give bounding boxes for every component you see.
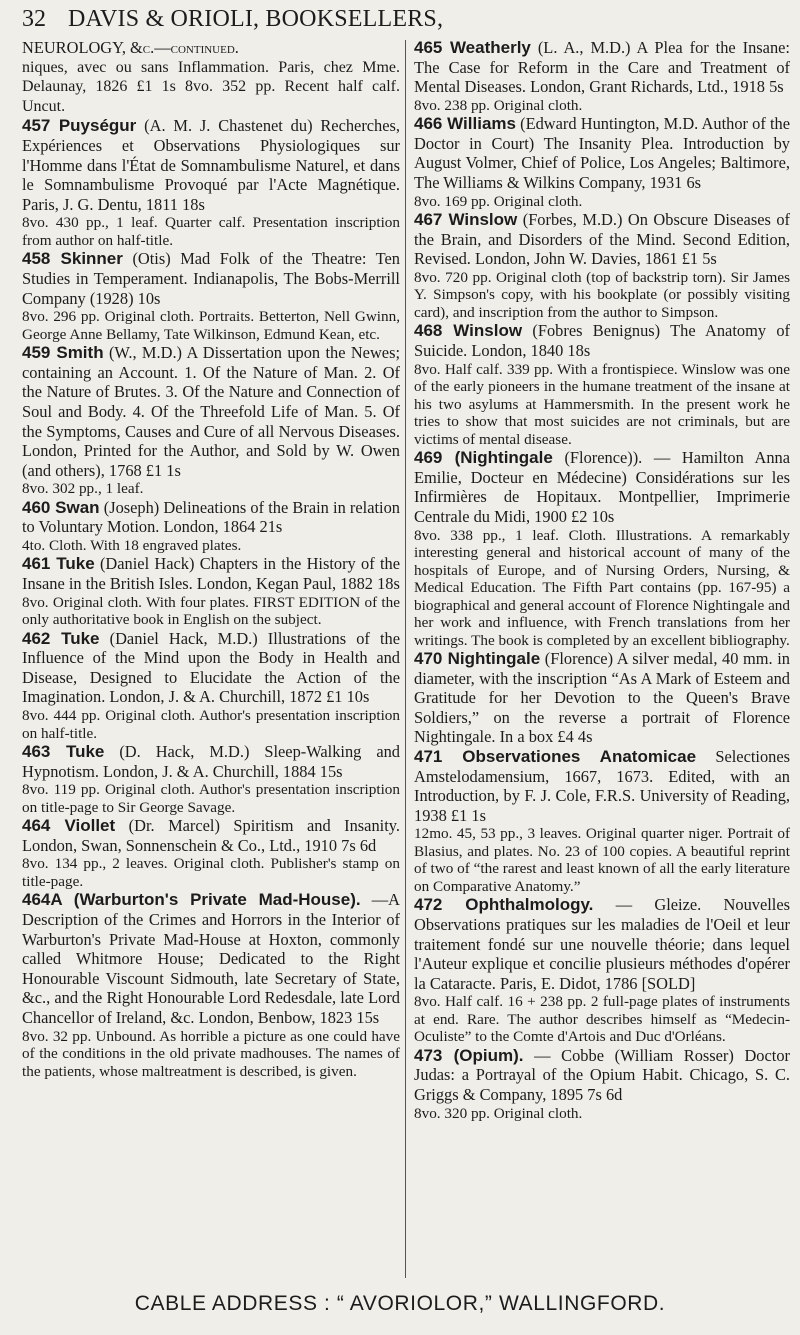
catalog-entry-472 — [414, 895, 790, 1045]
entry-lead: 462 Tuke — [22, 628, 100, 648]
entry-description: 8vo. 338 pp., 1 leaf. Cloth. Illustrations. A remarkably interesting general and historical account of many of the hospitals of Europe, and of Nursing Orders, Nursing, & Medical Education. The Fifth Part contains (pp. 167-95) a biographical and general account of Florence Nightingale and her work and influence, with French translations from her writings. The book is completed by an excellent bibliography. — [414, 526, 790, 649]
catalog-entry-458 — [22, 249, 400, 343]
entry-text: (A. M. J. Chastenet du) Recherches, Expériences et Observations Physiologiques sur l'Homme dans l'État de Somnambulisme Naturel, et dans le Somnambulisme Provoqué par l'Acte Magnétique. Paris, J. G. Dentu, 1811 18s — [22, 116, 400, 214]
entry-description: 8vo. 444 pp. Original cloth. Author's presentation inscription on half-title. — [22, 707, 400, 742]
entry-lead: 469 (Nightingale — [414, 448, 553, 468]
entry-lead: 472 Ophthalmology. — [414, 895, 594, 915]
entry-description: 8vo. 430 pp., 1 leaf. Quarter calf. Presentation inscription from author on half-title. — [22, 214, 400, 249]
entry-lead: 467 Winslow — [414, 210, 518, 230]
entry-description: 8vo. 134 pp., 2 leaves. Original cloth. Publisher's stamp on title-page. — [22, 855, 400, 890]
entry-description: 4to. Cloth. With 18 engraved plates. — [22, 536, 242, 554]
catalog-entry-461 — [22, 554, 400, 628]
section-heading: NEUROLOGY, &c.—continued. — [22, 38, 239, 57]
entry-lead: 458 Skinner — [22, 249, 123, 269]
entry-text: (D. Hack, M.D.) Sleep-Walking and Hypnotism. London, J. & A. Churchill, 1884 15s — [22, 742, 400, 781]
entry-description: 8vo. 169 pp. Original cloth. — [414, 192, 583, 210]
entry-text: (Otis) Mad Folk of the Theatre: Ten Studies in Temperament. Indianapolis, The Bobs-Merrill Company (1928) 10s — [22, 249, 400, 308]
right-column — [414, 38, 790, 1283]
continued-entry: niques, avec ou sans Inflammation. Paris, chez Mme. Delaunay, 1826 £1 1s 8vo. 352 pp. Recent half calf. Uncut. — [22, 58, 400, 115]
entry-text: (W., M.D.) A Dissertation upon the Newes; containing an Account. 1. Of the Nature of Man. 2. Of the Nature of Brutes. 3. Of the Nature and Connection of Soul and Body. 4. Of the Threefold Life of Man. 5. Of the Symptoms, Causes and Cure of all Nervous Diseases. London, Printed for the Author, and Sold by W. Owen (and others), 1768 £1 1s — [22, 343, 400, 480]
page-header — [22, 0, 792, 38]
entry-text: (L. A., M.D.) A Plea for the Insane: The Case for Reform in the Care and Treatment of Mental Diseases. London, Grant Richards, Ltd., 1918 5s — [414, 38, 790, 97]
entry-description: 8vo. 119 pp. Original cloth. Author's presentation inscription on title-page to Sir George Savage. — [22, 781, 400, 816]
entry-lead: 461 Tuke — [22, 554, 95, 574]
entry-text: (Fobres Benignus) The Anatomy of Suicide. London, 1840 18s — [414, 321, 790, 361]
entry-lead: 466 Williams — [414, 114, 516, 134]
entry-lead: 459 Smith — [22, 343, 104, 363]
entry-description: 12mo. 45, 53 pp., 3 leaves. Original quarter niger. Portrait of Blasius, and plates. No. 23 of 100 copies. A beautiful reprint of two of “the rarest and least known of all the early literature on Comparative Anatomy.” — [414, 825, 790, 895]
entry-description: 8vo. 720 pp. Original cloth (top of backstrip torn). Sir James Y. Simpson's copy, with his bookplate (or possibly visiting card), and inscription from the author to Simpson. — [414, 268, 790, 321]
entry-text: (Dr. Marcel) Spiritism and Insanity. London, Swan, Sonnenschein & Co., Ltd., 1910 7s 6d — [22, 816, 400, 855]
column-divider — [405, 40, 406, 1278]
entry-text: — Gleize. Nouvelles Observations pratiques sur les maladies de l'Oeil et leur traitement fondé sur une nouvelle théorie; dans lequel l'Auteur explique et concilie plusieurs méthodes d'opérer la Cataracte. Paris, E. Didot, 1786 [SOLD] — [414, 895, 790, 993]
catalog-entry-471 — [414, 747, 790, 895]
entry-description: 8vo. 238 pp. Original cloth. — [414, 96, 583, 114]
catalog-entry-463 — [22, 742, 400, 816]
catalog-entry-464 — [22, 816, 400, 890]
entry-text: (Daniel Hack) Chapters in the History of the Insane in the British Isles. London, Kegan Paul, 1882 18s — [22, 554, 400, 594]
catalog-entry-468 — [414, 321, 790, 448]
catalog-entry-466 — [414, 114, 790, 210]
catalog-entry-470 — [414, 649, 790, 747]
entry-lead: 465 Weatherly — [414, 38, 531, 57]
entry-description: 8vo. Half calf. 339 pp. With a frontispiece. Winslow was one of the early pioneers in the humane treatment of the insane at his two asylums at Hammersmith. In the present work he tries to show that most suicides are not criminals, but are victims of mental disease. — [414, 360, 790, 448]
entry-text: (Florence) A silver medal, 40 mm. in diameter, with the inscription “As A Mark of Esteem and Gratitude for her Devotion to the Queen's Brave Soldiers,” on the reverse a portrait of Florence Nightingale. In a box £4 4s — [414, 649, 790, 747]
entry-text: (Florence)). — Hamilton Anna Emilie, Docteur en Médecine) Considérations sur les Infirmières de Hopitaux. Montpellier, Imprimerie Centrale du Midi, 1900 £2 10s — [414, 448, 790, 526]
entry-description: 8vo. 302 pp., 1 leaf. — [22, 480, 144, 498]
entry-text: (Daniel Hack, M.D.) Illustrations of the Influence of the Mind upon the Body in Health and Disease, Designed to Elucidate the Action of the Imagination. London, J. & A. Churchill, 1872 £1 10s — [22, 628, 400, 707]
catalog-entry-459 — [22, 343, 400, 498]
entry-lead: 471 Observationes Anatomicae — [414, 746, 697, 766]
catalog-entry-464a — [22, 890, 400, 1080]
entry-description: 8vo. 32 pp. Unbound. As horrible a picture as one could have of the conditions in the old private madhouses. The names of the patients, whose maltreatment is described, is given. — [22, 1027, 400, 1080]
entry-text: (Forbes, M.D.) On Obscure Diseases of the Brain, and Disorders of the Mind. Second Edition, Revised. London, John W. Davies, 1861 £1 5s — [414, 210, 790, 269]
catalog-entry-457 — [22, 116, 400, 249]
entry-text: — Cobbe (William Rosser) Doctor Judas: a Portrayal of the Opium Habit. Chicago, S. C. Griggs & Company, 1895 7s 6d — [414, 1045, 790, 1104]
entry-lead: 460 Swan — [22, 497, 100, 517]
left-column — [22, 38, 400, 1283]
entry-description: 8vo. Half calf. 16 + 238 pp. 2 full-page plates of instruments at end. Rare. The author describes himself as “Medecin-Oculiste” to the Comte d'Artois and Duc d'Orléans. — [414, 993, 790, 1046]
entry-lead: 468 Winslow — [414, 321, 523, 341]
catalog-entry-469 — [414, 448, 790, 649]
page-number: 32 — [22, 6, 46, 32]
entry-lead: 470 Nightingale — [414, 649, 541, 668]
entry-lead: 457 Puységur — [22, 116, 137, 136]
entry-lead: 464A (Warburton's Private Mad-House). — [22, 890, 361, 910]
entry-lead: 473 (Opium). — [414, 1045, 524, 1065]
entry-text: —A Description of the Crimes and Horrors in the Interior of Warburton's Private Mad-House at Hoxton, commonly called Whitmore House; Dedicated to the Right Honourable Viscount Sidmouth, late Secretary of State, &c., and the Right Honourable Lord Redesdale, late Lord Chancellor of Ireland, &c. London, Benbow, 1823 15s — [22, 890, 400, 1027]
catalog-entry-465 — [414, 38, 790, 114]
entry-text: (Edward Huntington, M.D. Author of the Doctor in Court) The Insanity Plea. Introduction by August Volmer, Chief of Police, Los Angeles; Baltimore, The Williams & Wilkins Company, 1931 6s — [414, 114, 790, 193]
catalog-entry-467 — [414, 210, 790, 321]
catalog-entry-473 — [414, 1046, 790, 1122]
entry-text: (Joseph) Delineations of the Brain in relation to Voluntary Motion. London, 1864 21s — [22, 497, 400, 537]
entry-lead: 464 Viollet — [22, 816, 116, 836]
entry-lead: 463 Tuke — [22, 742, 105, 762]
entry-description: 8vo. 320 pp. Original cloth. — [414, 1104, 583, 1122]
entry-text: Selectiones Amstelodamensium, 1667, 1673. Edited, with an Introduction, by F. J. Cole, F.R.S. University of Reading, 1938 £1 1s — [414, 746, 790, 825]
catalog-entry-462 — [22, 629, 400, 742]
entry-description: 8vo. 296 pp. Original cloth. Portraits. Betterton, Nell Gwinn, George Anne Bellamy, Tate Wilkinson, Edmund Kean, etc. — [22, 308, 400, 343]
entry-description: 8vo. Original cloth. With four plates. FIRST EDITION of the only authoritative book in English on the subject. — [22, 593, 400, 629]
catalog-entry-460 — [22, 498, 400, 555]
page-footer: CABLE ADDRESS : “ AVORIOLOR,” WALLINGFORD. — [134, 1292, 666, 1315]
page-title: DAVIS & ORIOLI, BOOKSELLERS, — [68, 6, 444, 32]
